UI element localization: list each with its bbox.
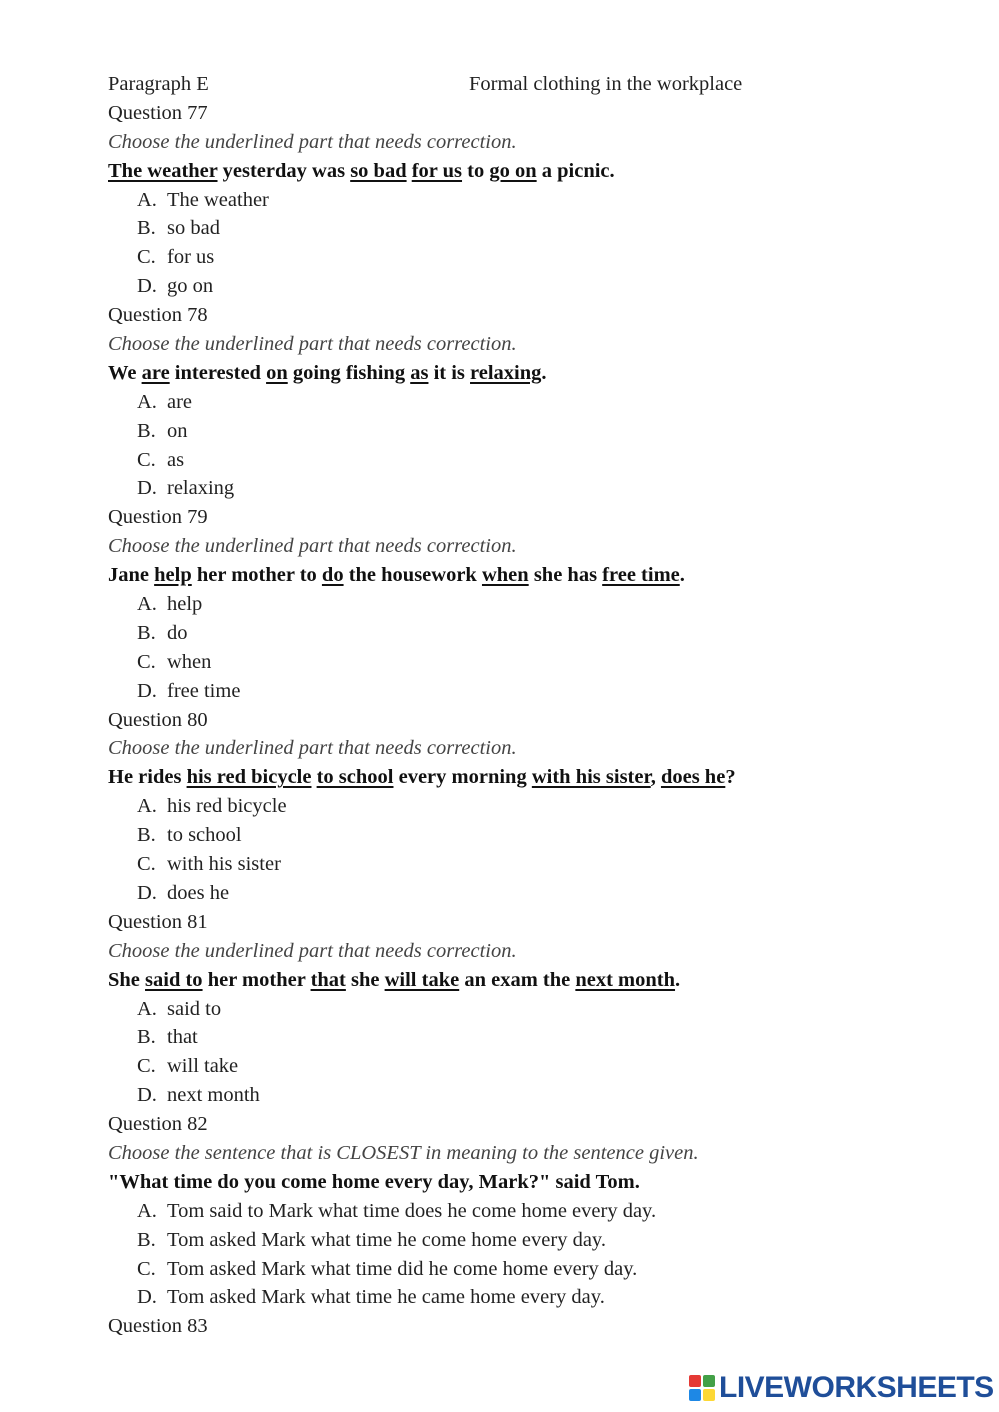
sentence-text: ? xyxy=(725,766,736,789)
underlined-part: that xyxy=(310,968,346,991)
option-text: on xyxy=(167,419,188,442)
question-instruction: Choose the sentence that is CLOSEST in meaning to the sentence given. xyxy=(108,1141,699,1164)
question-label: Question 81 xyxy=(108,910,208,933)
sentence-text: the housework xyxy=(343,564,482,587)
option-text: are xyxy=(167,390,193,413)
option-text: Tom said to Mark what time does he come home every day. xyxy=(167,1199,657,1222)
sentence-text: She xyxy=(108,968,146,991)
underlined-part: relaxing xyxy=(470,361,542,384)
option-letter: D. xyxy=(137,881,157,904)
answer-option[interactable] xyxy=(108,417,968,446)
underlined-part: when xyxy=(481,564,529,587)
option-text: for us xyxy=(167,246,215,269)
answer-option[interactable] xyxy=(108,677,968,706)
underlined-part: do xyxy=(321,564,344,587)
sentence-text: a picnic. xyxy=(536,159,615,182)
answer-option[interactable] xyxy=(108,590,968,619)
sentence-text: it is xyxy=(428,361,471,384)
question-sentence xyxy=(108,966,968,995)
question-label: Question 79 xyxy=(108,506,208,529)
option-letter: A. xyxy=(137,390,157,413)
option-text: The weather xyxy=(167,188,269,211)
underlined-part: free time xyxy=(602,564,680,587)
question-label: Question 83 xyxy=(108,1315,208,1338)
option-text: Tom asked Mark what time did he come home every day. xyxy=(167,1257,638,1280)
option-letter: B. xyxy=(137,217,156,240)
question-sentence xyxy=(108,561,968,590)
option-text: does he xyxy=(167,881,230,904)
option-letter: A. xyxy=(137,188,157,211)
sentence-text: He rides xyxy=(108,766,187,789)
option-text: when xyxy=(167,650,212,673)
brand-name: LIVEWORKSHEETS xyxy=(719,1371,994,1404)
answer-option[interactable] xyxy=(108,850,968,879)
underlined-part: are xyxy=(141,361,170,384)
underlined-part: said to xyxy=(145,968,203,991)
underlined-part: will take xyxy=(384,968,460,991)
answer-option[interactable] xyxy=(108,1052,968,1081)
sentence-text: . xyxy=(541,361,547,384)
option-letter: D. xyxy=(137,275,157,298)
option-letter: A. xyxy=(137,795,157,818)
answer-option[interactable] xyxy=(108,1081,968,1110)
sentence-text: , xyxy=(650,766,661,789)
answer-option[interactable] xyxy=(108,648,968,677)
underlined-part: The weather xyxy=(108,159,218,182)
option-text: free time xyxy=(167,679,241,702)
question-instruction: Choose the underlined part that needs correction. xyxy=(108,535,517,558)
paragraph-title: Formal clothing in the workplace xyxy=(469,73,743,95)
sentence-text: she xyxy=(345,968,385,991)
option-letter: C. xyxy=(137,650,156,673)
question-label: Question 78 xyxy=(108,304,208,327)
sentence-text: her mother xyxy=(202,968,311,991)
option-letter: D. xyxy=(137,679,157,702)
underlined-part: his red bicycle xyxy=(186,766,312,789)
sentence-text: her mother to xyxy=(191,564,322,587)
option-text: with his sister xyxy=(167,853,281,876)
question-instruction: Choose the underlined part that needs correction. xyxy=(108,130,517,153)
question-list xyxy=(108,99,968,1312)
option-letter: B. xyxy=(137,1228,156,1251)
answer-option[interactable] xyxy=(108,1226,968,1255)
option-letter: C. xyxy=(137,246,156,269)
option-text: his red bicycle xyxy=(167,795,287,818)
question-label: Question 80 xyxy=(108,708,208,731)
option-letter: B. xyxy=(137,1026,156,1049)
option-text: do xyxy=(167,621,188,644)
worksheet-page xyxy=(108,70,968,1341)
sentence-text: every morning xyxy=(393,766,532,789)
option-text: as xyxy=(167,448,185,471)
sentence-text: Jane xyxy=(108,564,155,587)
paragraph-label: Paragraph E xyxy=(108,73,209,95)
liveworksheets-logo-icon xyxy=(689,1375,715,1401)
answer-option[interactable] xyxy=(108,388,968,417)
option-letter: C. xyxy=(137,1055,156,1078)
option-letter: A. xyxy=(137,997,157,1020)
underlined-part: does he xyxy=(660,766,726,789)
question-instruction: Choose the underlined part that needs correction. xyxy=(108,333,517,356)
question-sentence xyxy=(108,1168,968,1197)
option-text: Tom asked Mark what time he come home every day. xyxy=(167,1228,606,1251)
answer-option[interactable] xyxy=(108,272,968,301)
sentence-text: . xyxy=(675,968,681,991)
answer-option[interactable] xyxy=(108,1283,968,1312)
option-letter: D. xyxy=(137,1084,157,1107)
sentence-text: to xyxy=(462,159,490,182)
question-sentence xyxy=(108,359,968,388)
underlined-part: on xyxy=(266,361,288,384)
answer-option[interactable] xyxy=(108,186,968,215)
answer-option[interactable] xyxy=(108,214,968,243)
option-text: will take xyxy=(167,1055,239,1078)
sentence-text: yesterday was xyxy=(217,159,351,182)
option-letter: A. xyxy=(137,593,157,616)
underlined-part: so bad xyxy=(350,159,407,182)
answer-option[interactable] xyxy=(108,243,968,272)
underlined-part: next month xyxy=(575,968,676,991)
sentence-text: she has xyxy=(528,564,603,587)
option-letter: C. xyxy=(137,448,156,471)
option-letter: D. xyxy=(137,1286,157,1309)
option-text: Tom asked Mark what time he came home every day. xyxy=(167,1286,605,1309)
question-instruction: Choose the underlined part that needs correction. xyxy=(108,737,517,760)
answer-option[interactable] xyxy=(108,821,968,850)
sentence-text: "What time do you come home every day, Mark?" said Tom. xyxy=(108,1170,640,1193)
option-text: so bad xyxy=(167,217,220,240)
question-sentence xyxy=(108,157,968,186)
option-text: to school xyxy=(167,824,242,847)
sentence-text: interested xyxy=(169,361,267,384)
question-sentence xyxy=(108,763,968,792)
sentence-text: . xyxy=(679,564,685,587)
answer-option[interactable] xyxy=(108,879,968,908)
underlined-part: go on xyxy=(489,159,537,182)
option-letter: C. xyxy=(137,853,156,876)
answer-option[interactable] xyxy=(108,474,968,503)
answer-option[interactable] xyxy=(108,1197,968,1226)
underlined-part: to school xyxy=(316,766,394,789)
option-letter: B. xyxy=(137,621,156,644)
answer-option[interactable] xyxy=(108,619,968,648)
option-letter: D. xyxy=(137,477,157,500)
underlined-part: as xyxy=(410,361,429,384)
option-text: said to xyxy=(167,997,222,1020)
sentence-text: an exam the xyxy=(459,968,576,991)
option-letter: A. xyxy=(137,1199,157,1222)
option-letter: C. xyxy=(137,1257,156,1280)
sentence-text: We xyxy=(108,361,142,384)
answer-option[interactable] xyxy=(108,792,968,821)
underlined-part: for us xyxy=(411,159,463,182)
option-text: help xyxy=(167,593,203,616)
option-text: that xyxy=(167,1026,198,1049)
underlined-part: help xyxy=(154,564,192,587)
question-label: Question 77 xyxy=(108,101,208,124)
option-letter: B. xyxy=(137,824,156,847)
option-text: next month xyxy=(167,1084,260,1107)
answer-option[interactable] xyxy=(108,995,968,1024)
option-text: relaxing xyxy=(167,477,235,500)
answer-option[interactable] xyxy=(108,1023,968,1052)
answer-option[interactable] xyxy=(108,446,968,475)
answer-option[interactable] xyxy=(108,1255,968,1284)
underlined-part: with his sister xyxy=(531,766,651,789)
liveworksheets-logo xyxy=(689,1370,994,1406)
header-row xyxy=(108,70,968,99)
question-instruction: Choose the underlined part that needs correction. xyxy=(108,939,517,962)
option-letter: B. xyxy=(137,419,156,442)
sentence-text: going fishing xyxy=(287,361,411,384)
question-label: Question 82 xyxy=(108,1113,208,1136)
option-text: go on xyxy=(167,275,214,298)
